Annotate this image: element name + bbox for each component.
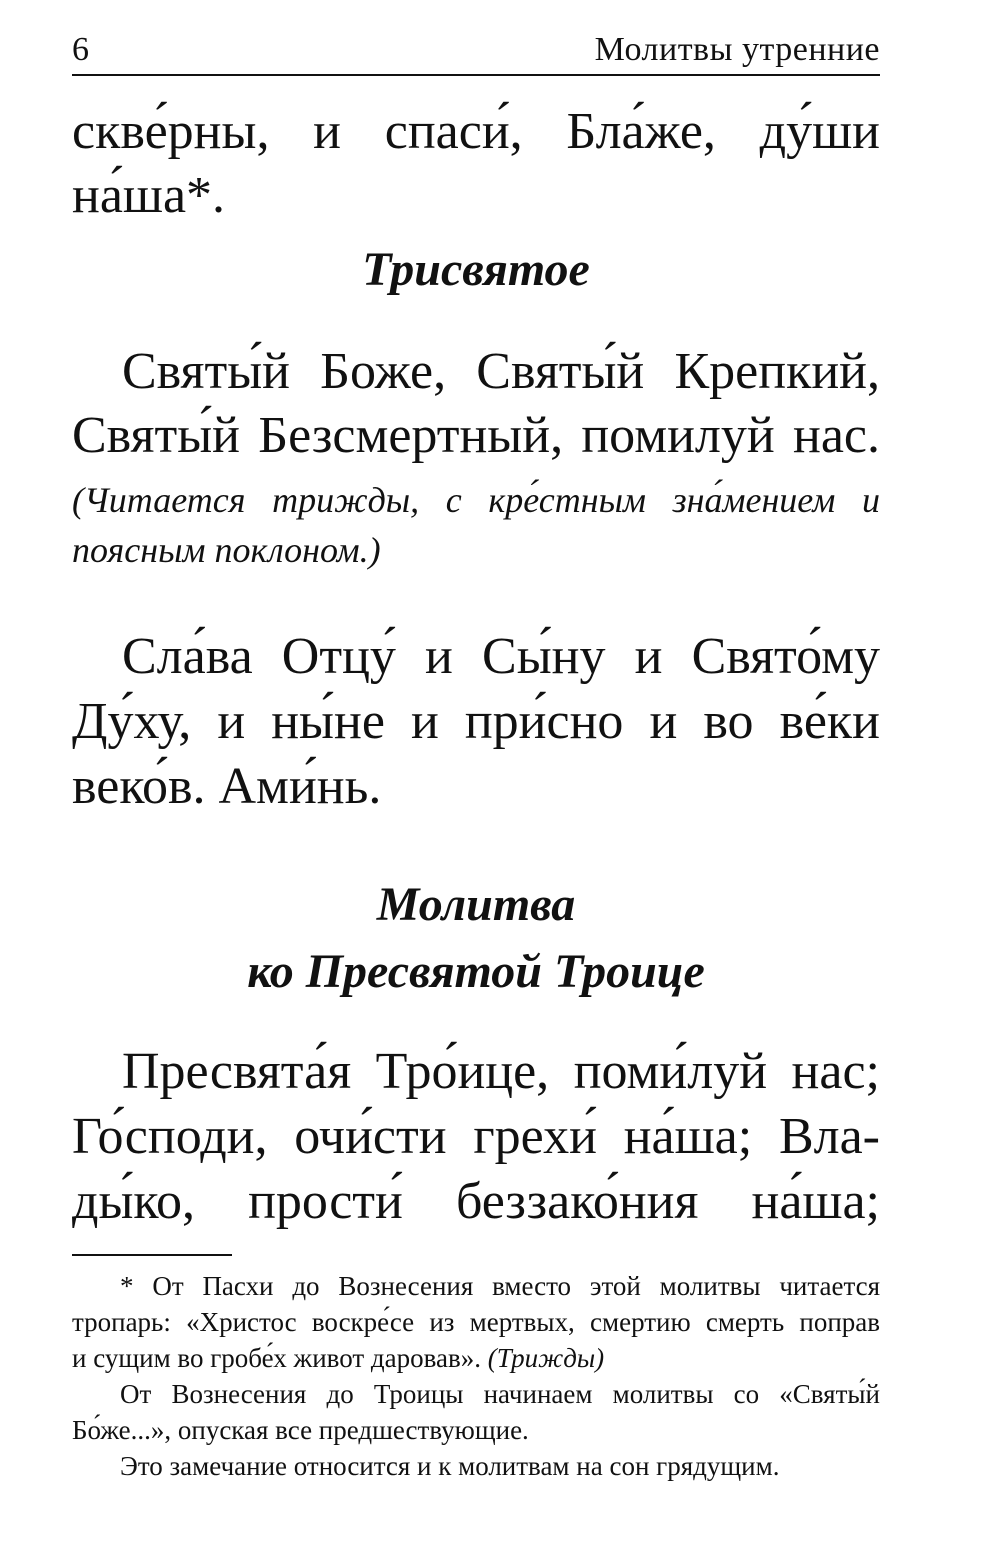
footnote-line: тропарь: «Христос воскре́се из мертвых, смертию смерть поправ [72,1307,880,1337]
body-line: Ду́ху, и ны́не и при́сно и во ве́ки [72,693,880,750]
footnote-line: Бо́же...», опуская все предшествующие. [72,1415,529,1445]
section-heading: ко Пресвятой Троице [247,945,705,998]
footnote-line: * От Пасхи до Вознесения вместо этой молитвы читается [120,1271,880,1301]
footnote-text: и сущим во гробе́х живот даровав». [72,1343,488,1373]
section-heading: Трисвятое [362,243,590,296]
body-line: Го́споди, очи́сти грехи́ на́ша; Вла- [72,1108,880,1165]
body-line: ды́ко, прости́ беззако́ния на́ша; [72,1173,880,1230]
footnote-rule [72,1254,232,1256]
footnote-line: От Вознесения до Троицы начинаем молитвы со «Святы́й [120,1379,880,1409]
page-number: 6 [72,31,89,68]
footnote-line [72,1340,880,1376]
section-heading: Молитва [376,878,576,931]
rubric-line: поясным поклоном.) [72,530,381,570]
footnote-italic-note: (Трижды) [487,1343,605,1373]
rubric-line: (Читается трижды, с кре́стным зна́мением и [72,480,880,520]
book-page [72,0,880,1555]
body-line: Пресвята́я Тро́ице, поми́луй нас; [122,1043,880,1100]
footnote-line: Это замечание относится и к молитвам на сон грядущим. [120,1451,780,1481]
body-line: скве́рны, и спаси́, Бла́же, ду́ши [72,103,880,160]
body-line: на́ша*. [72,167,226,224]
body-line: веко́в. Ами́нь. [72,758,382,815]
body-line: Сла́ва Отцу́ и Сы́ну и Свято́му [122,628,880,685]
body-line: Святы́й Боже, Святы́й Крепкий, [122,343,880,400]
section-title: Молитвы утренние [594,31,880,68]
body-line: Святы́й Безсмертный, помилуй нас. [72,407,880,464]
running-head [72,30,880,76]
